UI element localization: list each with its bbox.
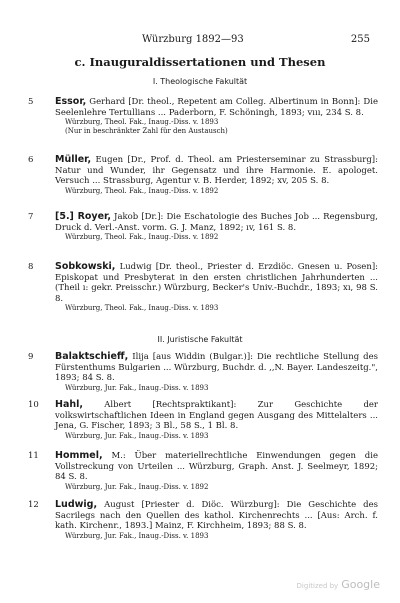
entry-author: [5.] Royer, <box>55 211 111 222</box>
entry-author: Hommel, <box>55 450 103 461</box>
entry-number: 8 <box>28 262 34 272</box>
entry-text: Ludwig [Dr. theol., Priester d. Erzdiöc. Gnesen u. Posen]: Episkopat und Presbyterat in den ersten christlichen Jahrhunderten ... (Theil ı: gekr. Preisschr.) Würzburg, Becker's Univ.-Buchdr., 1893; xı, 98 S. 8. <box>55 262 378 304</box>
entry-text: Albert [Rechtspraktikant]: Zur Geschichte der volkswirtschaftlichen Ideen in England gegen Ausgang des Mittelalters ... Jena, G. Fischer, 1893; 3 Bl., 58 S., 1 Bl. 8. <box>55 400 378 431</box>
entry-body <box>55 451 378 492</box>
entry-author: Essor, <box>55 96 87 107</box>
list-item <box>28 400 378 441</box>
entry-location: Würzburg, Jur. Fak., Inaug.-Diss. v. 1892 <box>65 482 209 491</box>
section-title: c. Inauguraldissertationen und Thesen <box>74 55 326 69</box>
running-header-title: Würzburg 1892—93 <box>142 34 244 45</box>
faculty-heading-law: II. Juristische Fakultät <box>157 335 243 344</box>
entry-number: 9 <box>28 352 34 362</box>
list-item <box>28 212 378 242</box>
list-item <box>28 262 378 313</box>
list-item <box>28 352 378 393</box>
entry-author: Balaktschieff, <box>55 351 129 362</box>
entry-text: Eugen [Dr., Prof. d. Theol. am Priesterseminar zu Strassburg]: Natur und Wunder, ihr Gegensatz und ihre Harmonie. E. apologet. Versuch ... Strassburg, Agentur v. B. Herder, 1892; xv, 205 S. 8. <box>55 155 378 186</box>
entry-text: Jakob [Dr.]: Die Eschatologie des Buches Job ... Regensburg, Druck d. Verl.-Anst. vorm. G. J. Manz, 1892; ıv, 161 S. 8. <box>55 212 378 233</box>
entry-author: Hahl, <box>55 399 83 410</box>
entry-number: 11 <box>28 451 39 461</box>
entry-body <box>55 262 378 313</box>
faculty-heading-theology: I. Theologische Fakultät <box>152 77 248 86</box>
page-number: 255 <box>350 34 370 45</box>
entry-author: Ludwig, <box>55 499 98 510</box>
entry-location: Würzburg, Jur. Fak., Inaug.-Diss. v. 1893 <box>65 531 209 540</box>
entry-text: M.: Über materiellrechtliche Einwendungen gegen die Vollstreckung von Urteilen ... Würzburg, Graph. Anst. J. Seelmeyr, 1892; 84 S. 8. <box>55 451 378 482</box>
entry-location: Würzburg, Theol. Fak., Inaug.-Diss. v. 1892 <box>65 233 219 241</box>
entry-location: Würzburg, Theol. Fak., Inaug.-Diss. v. 1892 <box>65 186 219 195</box>
entry-location: Würzburg, Jur. Fak., Inaug.-Diss. v. 1893 <box>65 431 209 440</box>
entry-body <box>55 155 378 196</box>
entry-text: Gerhard [Dr. theol., Repetent am Colleg. Albertinum in Bonn]: Die Seelenlehre Tertullians ... Paderborn, F. Schöningh, 1893; vııı, 234 S. 8. <box>55 97 378 118</box>
watermark-brand: Google <box>341 578 380 591</box>
digitized-watermark <box>297 578 380 591</box>
entry-number: 12 <box>28 500 39 510</box>
entry-note: (Nur in beschränkter Zahl für den Austausch) <box>65 127 228 135</box>
list-item <box>28 451 378 492</box>
entry-body <box>55 400 378 441</box>
entry-number: 10 <box>28 400 39 410</box>
entry-number: 5 <box>28 97 34 107</box>
watermark-by: Digitized by <box>296 582 339 590</box>
entry-location: Würzburg, Jur. Fak., Inaug.-Diss. v. 1893 <box>65 383 209 392</box>
list-item <box>28 97 378 136</box>
entry-body <box>55 212 378 242</box>
entry-body <box>55 352 378 393</box>
entry-text: August [Priester d. Diöc. Würzburg]: Die Geschichte des Sacrilegs nach den Quellen des kathol. Kirchenrechts ... [Aus: Arch. f. kath. Kirchenr., 1893.] Mainz, F. Kirchheim, 1893; 88 S. 8. <box>55 500 379 531</box>
entry-author: Sobkowski, <box>55 261 116 272</box>
entry-number: 6 <box>28 155 34 165</box>
entry-location: Würzburg, Theol. Fak., Inaug.-Diss. v. 1893 <box>65 118 219 126</box>
entry-body <box>55 500 378 541</box>
list-item <box>28 500 378 541</box>
list-item <box>28 155 378 196</box>
entry-number: 7 <box>28 212 34 222</box>
entry-body <box>55 97 378 136</box>
entry-location: Würzburg, Theol. Fak., Inaug.-Diss. v. 1893 <box>65 304 219 312</box>
entry-author: Müller, <box>55 154 92 165</box>
entry-text: Ilija [aus Widdin (Bulgar.)]: Die rechtliche Stellung des Fürstenthums Bulgarien ... Würzburg, Buchdr. d. ,,N. Bayer. Landeszeitg.", 1893; 84 S. 8. <box>55 352 379 383</box>
